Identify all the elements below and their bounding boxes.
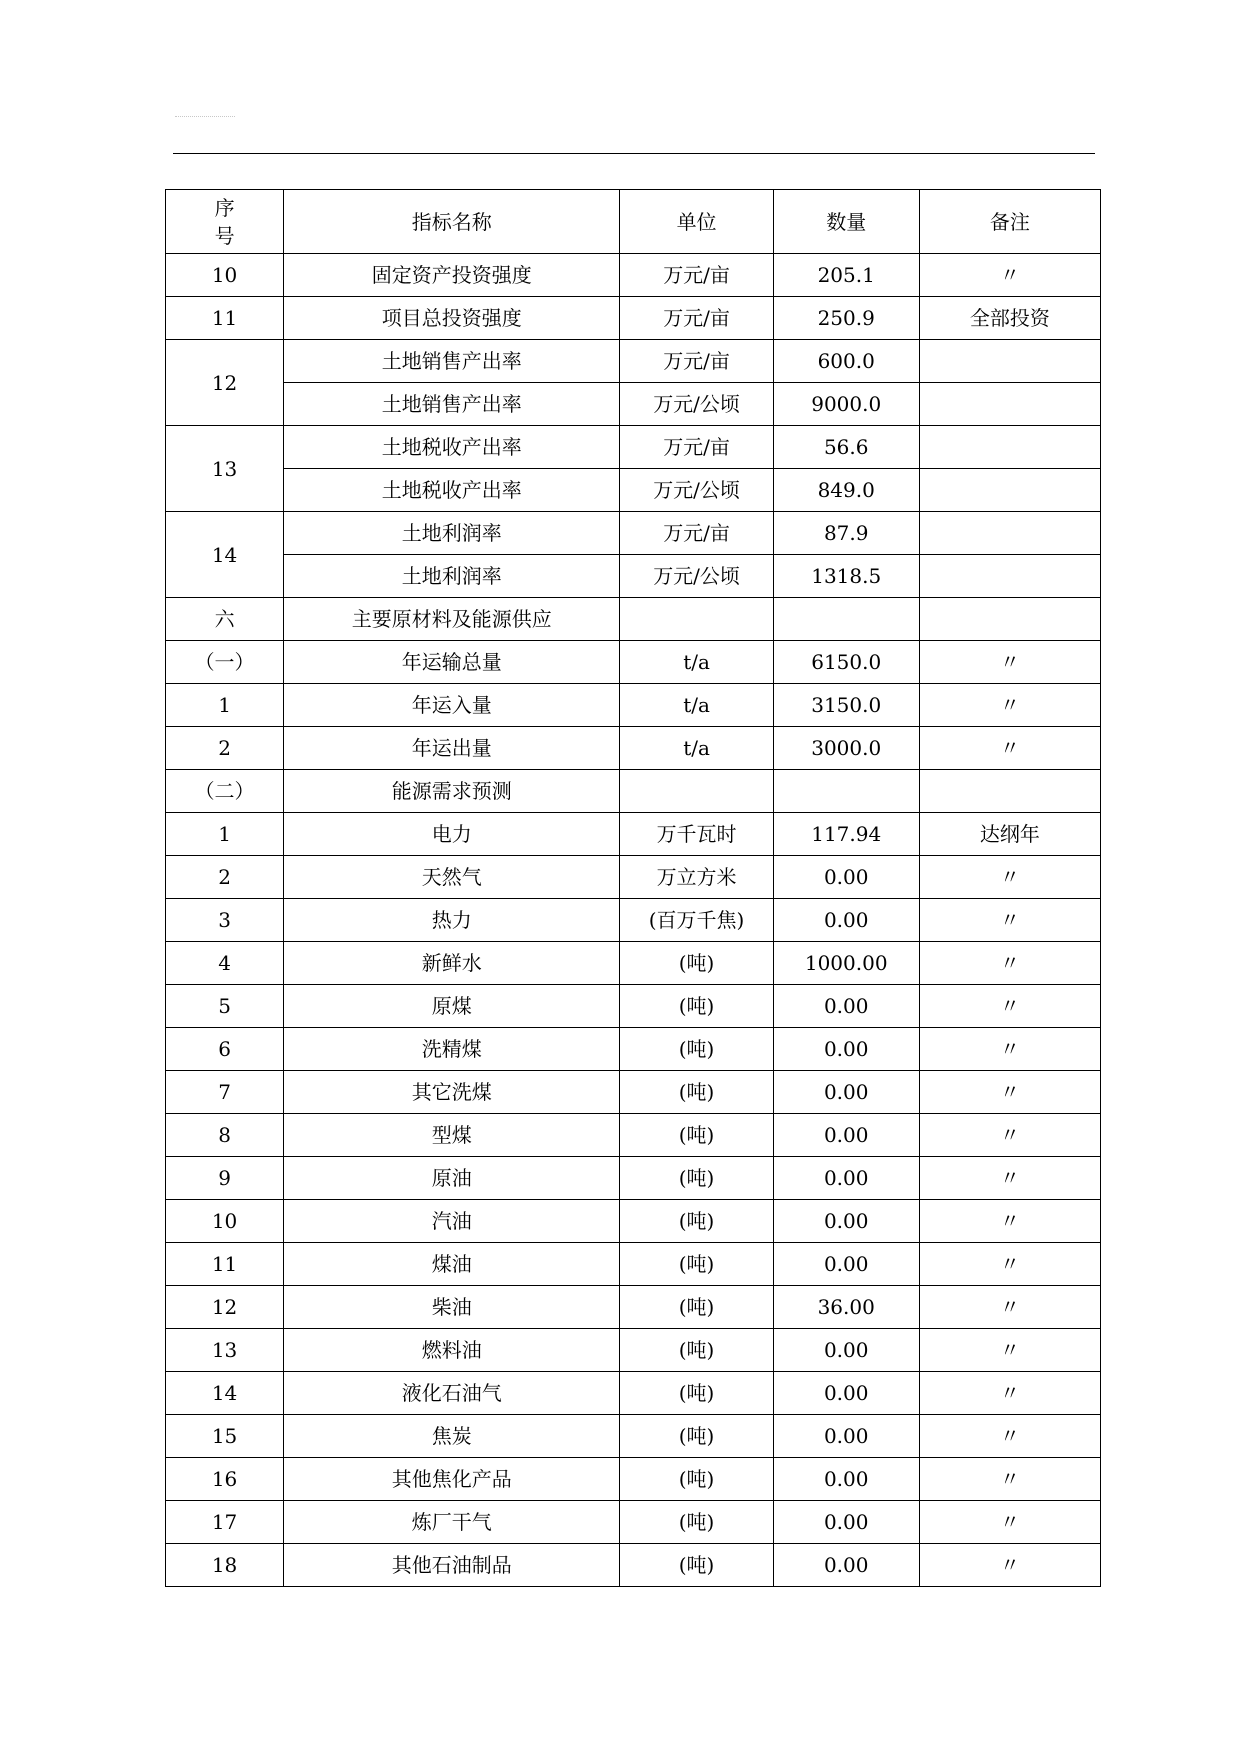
row-quantity: 0.00	[773, 1501, 919, 1544]
row-unit: t/a	[620, 684, 773, 727]
row-name: 焦炭	[284, 1415, 620, 1458]
row-unit: 万元/亩	[620, 340, 773, 383]
row-number: 8	[166, 1114, 284, 1157]
table-row	[166, 1415, 1101, 1458]
row-name: 柴油	[284, 1286, 620, 1329]
row-unit: 万元/公顷	[620, 469, 773, 512]
row-number: 3	[166, 899, 284, 942]
header-qty: 数量	[773, 190, 919, 254]
row-note	[919, 770, 1100, 813]
row-unit	[620, 598, 773, 641]
row-number: 15	[166, 1415, 284, 1458]
row-note: 〃	[919, 856, 1100, 899]
row-number: 1	[166, 684, 284, 727]
row-name: 土地税收产出率	[284, 469, 620, 512]
row-number: 16	[166, 1458, 284, 1501]
row-unit: (吨)	[620, 1458, 773, 1501]
table-row	[166, 1329, 1101, 1372]
header-seq-top: 序	[214, 195, 235, 220]
row-quantity: 0.00	[773, 1028, 919, 1071]
row-number: 18	[166, 1544, 284, 1587]
row-number: 六	[166, 598, 284, 641]
row-unit: (吨)	[620, 942, 773, 985]
row-unit: (吨)	[620, 1028, 773, 1071]
row-number: 1	[166, 813, 284, 856]
table-row	[166, 598, 1101, 641]
row-quantity	[773, 770, 919, 813]
table-row	[166, 1157, 1101, 1200]
row-name: 能源需求预测	[284, 770, 620, 813]
row-note: 〃	[919, 1286, 1100, 1329]
row-note	[919, 598, 1100, 641]
row-unit: (吨)	[620, 1544, 773, 1587]
table-row	[166, 383, 1101, 426]
table-row	[166, 856, 1101, 899]
row-name: 天然气	[284, 856, 620, 899]
row-quantity: 849.0	[773, 469, 919, 512]
row-name: 汽油	[284, 1200, 620, 1243]
row-unit: 万元/亩	[620, 426, 773, 469]
row-unit: (百万千焦)	[620, 899, 773, 942]
row-name: 新鲜水	[284, 942, 620, 985]
table-row	[166, 727, 1101, 770]
row-number: 11	[166, 1243, 284, 1286]
row-note: 〃	[919, 942, 1100, 985]
row-note: 〃	[919, 1114, 1100, 1157]
table-row	[166, 1286, 1101, 1329]
table-row	[166, 942, 1101, 985]
row-unit: 万元/亩	[620, 512, 773, 555]
table-row	[166, 813, 1101, 856]
row-number: 5	[166, 985, 284, 1028]
row-number: 17	[166, 1501, 284, 1544]
row-quantity: 0.00	[773, 1415, 919, 1458]
row-name: 土地利润率	[284, 555, 620, 598]
row-name: 土地利润率	[284, 512, 620, 555]
row-note: 〃	[919, 684, 1100, 727]
row-unit: 万元/公顷	[620, 383, 773, 426]
row-number: 14	[166, 1372, 284, 1415]
row-name: 土地销售产出率	[284, 383, 620, 426]
row-unit: (吨)	[620, 1501, 773, 1544]
table-row	[166, 1501, 1101, 1544]
row-note: 〃	[919, 1071, 1100, 1114]
row-name: 年运输总量	[284, 641, 620, 684]
row-note: 〃	[919, 727, 1100, 770]
row-name: 炼厂干气	[284, 1501, 620, 1544]
table-row	[166, 340, 1101, 383]
row-note: 〃	[919, 254, 1100, 297]
table-row	[166, 1243, 1101, 1286]
row-quantity: 0.00	[773, 1157, 919, 1200]
row-quantity: 0.00	[773, 856, 919, 899]
table-row	[166, 641, 1101, 684]
row-note: 〃	[919, 1157, 1100, 1200]
row-quantity: 0.00	[773, 1329, 919, 1372]
row-name: 燃料油	[284, 1329, 620, 1372]
table-row	[166, 1071, 1101, 1114]
row-unit: t/a	[620, 727, 773, 770]
table-row	[166, 770, 1101, 813]
row-unit: 万元/亩	[620, 254, 773, 297]
row-number: 14	[166, 512, 284, 598]
row-unit: 万千瓦时	[620, 813, 773, 856]
row-name: 年运入量	[284, 684, 620, 727]
row-unit: 万立方米	[620, 856, 773, 899]
row-note	[919, 512, 1100, 555]
row-note: 达纲年	[919, 813, 1100, 856]
table-row	[166, 1544, 1101, 1587]
row-number: 2	[166, 856, 284, 899]
row-unit: (吨)	[620, 1286, 773, 1329]
header-seq-bottom: 号	[214, 223, 235, 248]
table-row	[166, 469, 1101, 512]
table-row	[166, 985, 1101, 1028]
indicator-table	[165, 189, 1101, 1587]
table-row	[166, 254, 1101, 297]
row-name: 固定资产投资强度	[284, 254, 620, 297]
row-number: 4	[166, 942, 284, 985]
row-quantity: 3000.0	[773, 727, 919, 770]
row-note: 〃	[919, 899, 1100, 942]
row-name: 热力	[284, 899, 620, 942]
table-row	[166, 1028, 1101, 1071]
row-name: 原煤	[284, 985, 620, 1028]
row-quantity: 250.9	[773, 297, 919, 340]
row-note: 〃	[919, 1415, 1100, 1458]
row-note: 〃	[919, 1200, 1100, 1243]
row-name: 土地税收产出率	[284, 426, 620, 469]
row-quantity: 205.1	[773, 254, 919, 297]
row-quantity: 0.00	[773, 899, 919, 942]
table-row	[166, 1200, 1101, 1243]
row-quantity: 1318.5	[773, 555, 919, 598]
row-name: 主要原材料及能源供应	[284, 598, 620, 641]
table-row	[166, 684, 1101, 727]
row-quantity: 56.6	[773, 426, 919, 469]
row-quantity: 0.00	[773, 1071, 919, 1114]
table-row	[166, 1458, 1101, 1501]
page-header-mark	[175, 116, 235, 120]
table-row	[166, 899, 1101, 942]
row-quantity: 1000.00	[773, 942, 919, 985]
row-name: 液化石油气	[284, 1372, 620, 1415]
row-quantity: 0.00	[773, 1243, 919, 1286]
table-row	[166, 1114, 1101, 1157]
row-unit: 万元/公顷	[620, 555, 773, 598]
row-unit	[620, 770, 773, 813]
row-quantity: 3150.0	[773, 684, 919, 727]
row-quantity: 6150.0	[773, 641, 919, 684]
row-note: 〃	[919, 1028, 1100, 1071]
row-unit: (吨)	[620, 1200, 773, 1243]
row-unit: (吨)	[620, 1415, 773, 1458]
header-rule	[173, 153, 1095, 154]
header-seq	[166, 190, 284, 254]
row-quantity: 117.94	[773, 813, 919, 856]
row-name: 型煤	[284, 1114, 620, 1157]
row-unit: 万元/亩	[620, 297, 773, 340]
row-note: 〃	[919, 641, 1100, 684]
row-note: 〃	[919, 1329, 1100, 1372]
row-note: 〃	[919, 1243, 1100, 1286]
row-number: 13	[166, 1329, 284, 1372]
table-row	[166, 555, 1101, 598]
row-name: 其他石油制品	[284, 1544, 620, 1587]
header-unit: 单位	[620, 190, 773, 254]
row-number: （二）	[166, 770, 284, 813]
row-name: 项目总投资强度	[284, 297, 620, 340]
row-quantity: 600.0	[773, 340, 919, 383]
row-note: 〃	[919, 1458, 1100, 1501]
row-number: 2	[166, 727, 284, 770]
row-note	[919, 555, 1100, 598]
row-name: 原油	[284, 1157, 620, 1200]
table-row	[166, 1372, 1101, 1415]
row-quantity: 9000.0	[773, 383, 919, 426]
row-quantity: 87.9	[773, 512, 919, 555]
table-row	[166, 297, 1101, 340]
row-quantity: 0.00	[773, 1372, 919, 1415]
row-name: 其他焦化产品	[284, 1458, 620, 1501]
row-note: 〃	[919, 1544, 1100, 1587]
row-quantity: 0.00	[773, 985, 919, 1028]
row-note: 〃	[919, 985, 1100, 1028]
row-number: 9	[166, 1157, 284, 1200]
row-quantity: 0.00	[773, 1544, 919, 1587]
header-note: 备注	[919, 190, 1100, 254]
row-number: 10	[166, 1200, 284, 1243]
row-note	[919, 383, 1100, 426]
row-quantity: 0.00	[773, 1458, 919, 1501]
row-number: （一）	[166, 641, 284, 684]
row-unit: t/a	[620, 641, 773, 684]
row-unit: (吨)	[620, 985, 773, 1028]
row-note: 〃	[919, 1372, 1100, 1415]
row-unit: (吨)	[620, 1243, 773, 1286]
row-number: 11	[166, 297, 284, 340]
table-row	[166, 426, 1101, 469]
row-number: 13	[166, 426, 284, 512]
row-note: 全部投资	[919, 297, 1100, 340]
row-number: 12	[166, 1286, 284, 1329]
row-name: 年运出量	[284, 727, 620, 770]
row-quantity: 0.00	[773, 1200, 919, 1243]
row-quantity: 36.00	[773, 1286, 919, 1329]
row-unit: (吨)	[620, 1071, 773, 1114]
row-number: 6	[166, 1028, 284, 1071]
header-name: 指标名称	[284, 190, 620, 254]
row-unit: (吨)	[620, 1114, 773, 1157]
row-number: 10	[166, 254, 284, 297]
table-row	[166, 512, 1101, 555]
row-name: 煤油	[284, 1243, 620, 1286]
row-note	[919, 426, 1100, 469]
row-name: 土地销售产出率	[284, 340, 620, 383]
row-note	[919, 469, 1100, 512]
row-quantity: 0.00	[773, 1114, 919, 1157]
row-unit: (吨)	[620, 1372, 773, 1415]
row-number: 7	[166, 1071, 284, 1114]
row-unit: (吨)	[620, 1157, 773, 1200]
row-number: 12	[166, 340, 284, 426]
table-header-row	[166, 190, 1101, 254]
row-note	[919, 340, 1100, 383]
row-name: 其它洗煤	[284, 1071, 620, 1114]
row-name: 电力	[284, 813, 620, 856]
row-name: 洗精煤	[284, 1028, 620, 1071]
row-note: 〃	[919, 1501, 1100, 1544]
row-quantity	[773, 598, 919, 641]
row-unit: (吨)	[620, 1329, 773, 1372]
